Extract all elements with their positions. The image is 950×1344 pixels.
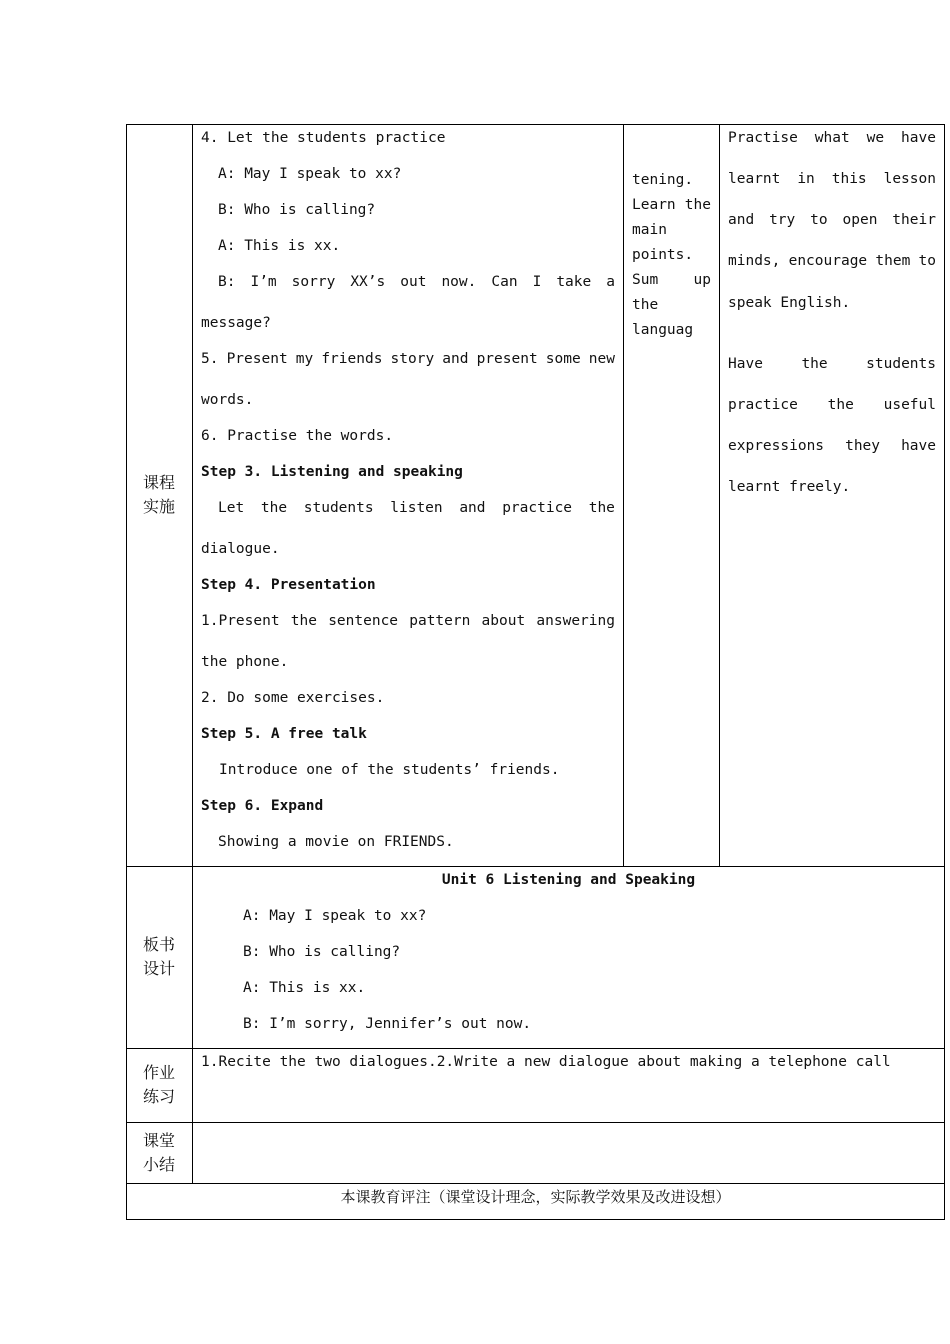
dialogue-line-continued: message? [201,315,271,331]
dialogue-line: A: May I speak to xx? [218,166,402,182]
dialogue-line: A: This is xx. [218,238,341,254]
purpose-line: main [632,222,667,238]
label-homework: 作业 练习 [143,1063,176,1106]
dialogue-line: B: Who is calling? [218,202,376,218]
step-4-title: Step 4. Presentation [201,577,376,593]
label-board-design: 板书 设计 [143,935,176,978]
step-6-title: Step 6. Expand [201,798,324,814]
step-5-text: Introduce one of the students’ friends. [219,762,560,778]
intent-line: expressions they have [728,438,936,454]
board-title: Unit 6 Listening and Speaking [441,872,696,888]
procedure-item-4: 4. Let the students practice [201,130,446,146]
row-divider-2 [126,1048,945,1049]
step-3-title: Step 3. Listening and speaking [201,464,463,480]
purpose-line: the [632,297,659,313]
step-3-text-continued: dialogue. [201,541,280,557]
intent-line: speak English. [728,295,851,311]
dialogue-line-justified: B: I’m sorry XX’s out now. Can I take a [218,274,615,290]
purpose-line: Sum up [632,272,711,288]
evaluation-heading: 本课教育评注（课堂设计理念，实际教学效果及改进设想） [340,1188,731,1206]
step-5-title: Step 5. A free talk [201,726,367,742]
step-6-text: Showing a movie on FRIENDS. [218,834,454,850]
purpose-line: points. [632,247,694,263]
procedure-item-6: 6. Practise the words. [201,428,394,444]
step-4-item-2: 2. Do some exercises. [201,690,385,706]
homework-text: 1.Recite the two dialogues.2.Write a new dialogue about making a telephone call [201,1054,891,1070]
purpose-line: Learn the [632,197,711,213]
table-border-top [126,124,945,125]
procedure-item-5-continued: words. [201,392,254,408]
board-line: B: Who is calling? [243,944,401,960]
board-line: A: This is xx. [243,980,366,996]
step-4-item-1-continued: the phone. [201,654,289,670]
procedure-item-5: 5. Present my friends story and present some new [201,351,615,367]
label-summary: 课堂 小结 [143,1131,176,1174]
purpose-line: tening. [632,172,694,188]
purpose-column-divider [623,124,624,867]
intent-line: Have the students [728,356,936,372]
board-line: A: May I speak to xx? [243,908,427,924]
table-border-left [126,124,127,1220]
label-column-divider [192,124,193,1183]
intent-line: practice the useful [728,397,936,413]
step-4-item-1: 1.Present the sentence pattern about answering [201,613,615,629]
intent-line: Practise what we have [728,130,936,146]
intent-line: learnt freely. [728,479,851,495]
row-divider-1 [126,866,945,867]
row-divider-3 [126,1122,945,1123]
table-border-right [944,124,945,1220]
intent-line: learnt in this lesson [728,171,936,187]
row-divider-4 [126,1183,945,1184]
label-implementation: 课程 实施 [143,473,176,516]
step-3-text: Let the students listen and practice the [218,500,615,516]
intent-column-divider [719,124,720,867]
intent-line: and try to open their [728,212,936,228]
intent-line: minds, encourage them to [728,253,936,269]
board-line: B: I’m sorry, Jennifer’s out now. [243,1016,532,1032]
table-border-bottom [126,1219,945,1220]
purpose-line: languag [632,322,694,338]
